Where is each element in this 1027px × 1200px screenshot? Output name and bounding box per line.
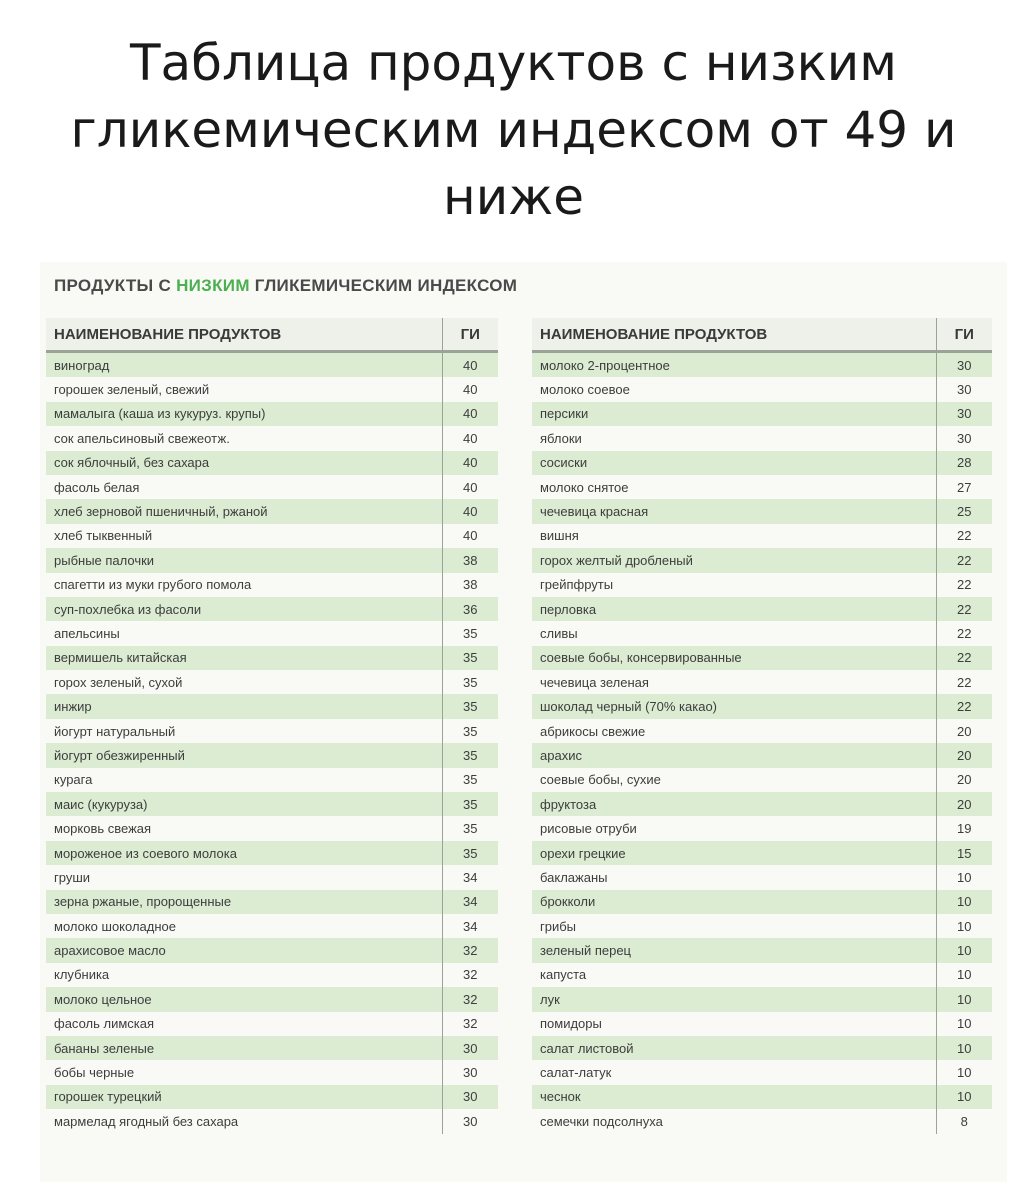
scanned-table-panel: [40, 262, 1007, 1182]
table-row: [532, 816, 992, 840]
product-name: капуста: [540, 967, 587, 983]
table-row: [532, 402, 992, 426]
table-row: [46, 963, 498, 987]
table-row: [532, 1085, 992, 1109]
gi-value: 35: [442, 646, 498, 670]
gi-value: 30: [936, 426, 992, 450]
gi-value: 40: [442, 426, 498, 450]
product-name: салат-латук: [540, 1065, 612, 1081]
gi-value: 40: [442, 402, 498, 426]
product-name: рисовые отруби: [540, 821, 637, 837]
table-caption: [54, 276, 517, 296]
gi-value: 36: [442, 597, 498, 621]
table-row: [46, 1060, 498, 1084]
headline-line-3: ниже: [443, 168, 584, 226]
product-name: помидоры: [540, 1016, 602, 1032]
gi-value: 38: [442, 573, 498, 597]
gi-value: 35: [442, 694, 498, 718]
product-name: лук: [540, 991, 560, 1007]
gi-value: 40: [442, 499, 498, 523]
table-row: [532, 548, 992, 572]
gi-value: 10: [936, 890, 992, 914]
table-row: [532, 963, 992, 987]
header-product-name: НАИМЕНОВАНИЕ ПРОДУКТОВ: [46, 318, 442, 352]
table-row: [532, 426, 992, 450]
table-row: [46, 499, 498, 523]
product-name: сливы: [540, 625, 578, 641]
gi-value: 30: [936, 402, 992, 426]
gi-value: 34: [442, 865, 498, 889]
gi-value: 40: [442, 451, 498, 475]
headline-line-1: Таблица продуктов с низким: [129, 34, 898, 92]
table-row: [46, 451, 498, 475]
gi-value: 25: [936, 499, 992, 523]
product-name: хлеб зерновой пшеничный, ржаной: [54, 504, 268, 520]
gi-value: 40: [442, 377, 498, 401]
table-row: [46, 816, 498, 840]
table-row: [46, 402, 498, 426]
table-row: [532, 1060, 992, 1084]
table-row: [46, 914, 498, 938]
gi-value: 30: [442, 1036, 498, 1060]
product-name: мамалыга (каша из кукуруз. крупы): [54, 406, 266, 422]
product-name: мармелад ягодный без сахара: [54, 1113, 239, 1129]
table-row: [46, 1109, 498, 1133]
product-name: клубника: [54, 967, 110, 983]
table-row: [46, 743, 498, 767]
product-name: чечевица зеленая: [540, 674, 649, 690]
gi-value: 10: [936, 1012, 992, 1036]
table-row: [46, 621, 498, 645]
right-gi-table: [532, 318, 992, 1134]
table-row: [46, 841, 498, 865]
product-name: виноград: [54, 357, 110, 373]
table-row: [46, 573, 498, 597]
table-row: [532, 621, 992, 645]
product-name: абрикосы свежие: [540, 723, 646, 739]
product-name: спагетти из муки грубого помола: [54, 577, 252, 593]
product-name: горошек зеленый, свежий: [54, 382, 210, 398]
gi-value: 10: [936, 1036, 992, 1060]
gi-value: 35: [442, 621, 498, 645]
product-name: хлеб тыквенный: [54, 528, 153, 544]
table-row: [532, 597, 992, 621]
product-name: фруктоза: [540, 796, 597, 812]
table-row: [532, 670, 992, 694]
gi-value: 22: [936, 573, 992, 597]
gi-value: 10: [936, 987, 992, 1011]
gi-value: 22: [936, 524, 992, 548]
caption-part-2: ГЛИКЕМИЧЕСКИМ ИНДЕКСОМ: [249, 276, 518, 295]
table-row: [532, 890, 992, 914]
product-name: перловка: [540, 601, 597, 617]
table-row: [532, 1036, 992, 1060]
gi-value: 32: [442, 987, 498, 1011]
table-row: [532, 524, 992, 548]
table-row: [46, 1085, 498, 1109]
product-name: морковь свежая: [54, 821, 152, 837]
caption-part-1: ПРОДУКТЫ С: [54, 276, 177, 295]
product-name: грибы: [540, 918, 577, 934]
gi-value: 35: [442, 792, 498, 816]
table-row: [46, 694, 498, 718]
table-row: [532, 914, 992, 938]
table-row: [46, 548, 498, 572]
product-name: горошек турецкий: [54, 1089, 162, 1105]
product-name: зерна ржаные, пророщенные: [54, 894, 232, 910]
product-name: груши: [54, 869, 91, 885]
table-row: [532, 377, 992, 401]
table-row: [532, 1012, 992, 1036]
gi-value: 30: [442, 1109, 498, 1133]
product-name: бобы черные: [54, 1065, 135, 1081]
product-name: сок апельсиновый свежеотж.: [54, 430, 230, 446]
gi-value: 34: [442, 890, 498, 914]
table-row: [46, 1036, 498, 1060]
gi-value: 20: [936, 719, 992, 743]
product-name: йогурт обезжиренный: [54, 747, 185, 763]
product-name: молоко 2-процентное: [540, 357, 670, 373]
product-name: орехи грецкие: [540, 845, 626, 861]
product-name: семечки подсолнуха: [540, 1113, 663, 1129]
table-row: [532, 499, 992, 523]
product-name: молоко шоколадное: [54, 918, 176, 934]
gi-value: 30: [442, 1085, 498, 1109]
table-row: [532, 743, 992, 767]
table-row: [532, 841, 992, 865]
table-row: [46, 719, 498, 743]
left-table-body: [46, 352, 498, 1134]
table-row: [46, 352, 498, 378]
gi-value: 22: [936, 548, 992, 572]
product-name: молоко соевое: [540, 382, 630, 398]
gi-value: 35: [442, 816, 498, 840]
table-row: [532, 865, 992, 889]
product-name: апельсины: [54, 625, 120, 641]
gi-value: 40: [442, 352, 498, 378]
product-name: грейпфруты: [540, 577, 614, 593]
gi-value: 40: [442, 524, 498, 548]
product-name: фасоль белая: [54, 479, 140, 495]
table-row: [46, 597, 498, 621]
product-name: шоколад черный (70% какао): [540, 699, 718, 715]
gi-value: 10: [936, 865, 992, 889]
product-name: яблоки: [540, 430, 582, 446]
gi-value: 38: [442, 548, 498, 572]
product-name: брокколи: [540, 894, 596, 910]
product-name: вишня: [540, 528, 579, 544]
product-name: инжир: [54, 699, 92, 715]
right-table-body: [532, 352, 992, 1134]
product-name: арахис: [540, 747, 582, 763]
table-row: [532, 987, 992, 1011]
gi-value: 40: [442, 475, 498, 499]
gi-value: 22: [936, 621, 992, 645]
headline-line-2: гликемическим индексом от 49 и: [70, 101, 957, 159]
gi-value: 10: [936, 1085, 992, 1109]
table-row: [532, 768, 992, 792]
product-name: персики: [540, 406, 589, 422]
table-row: [46, 938, 498, 962]
table-row: [532, 451, 992, 475]
gi-value: 10: [936, 938, 992, 962]
product-name: сок яблочный, без сахара: [54, 455, 210, 471]
caption-accent-word: НИЗКИМ: [176, 276, 250, 295]
gi-value: 35: [442, 719, 498, 743]
left-gi-table: [46, 318, 498, 1134]
product-name: фасоль лимская: [54, 1016, 155, 1032]
page-headline: [0, 30, 1027, 231]
product-name: вермишель китайская: [54, 650, 187, 666]
table-row: [46, 768, 498, 792]
table-row: [532, 719, 992, 743]
left-table-header: [46, 318, 498, 352]
table-row: [46, 865, 498, 889]
gi-value: 35: [442, 768, 498, 792]
product-name: соевые бобы, консервированные: [540, 650, 742, 666]
gi-value: 22: [936, 646, 992, 670]
table-row: [532, 694, 992, 718]
gi-value: 19: [936, 816, 992, 840]
gi-value: 22: [936, 597, 992, 621]
header-product-name: НАИМЕНОВАНИЕ ПРОДУКТОВ: [532, 318, 936, 352]
right-table-header: [532, 318, 992, 352]
product-name: молоко цельное: [54, 991, 152, 1007]
gi-value: 20: [936, 768, 992, 792]
gi-value: 32: [442, 963, 498, 987]
gi-value: 20: [936, 743, 992, 767]
table-row: [46, 475, 498, 499]
table-row: [532, 573, 992, 597]
table-row: [46, 792, 498, 816]
gi-value: 20: [936, 792, 992, 816]
gi-value: 35: [442, 841, 498, 865]
gi-value: 8: [936, 1109, 992, 1133]
product-name: горох желтый дробленый: [540, 552, 693, 568]
header-gi: ГИ: [936, 318, 992, 352]
header-gi: ГИ: [442, 318, 498, 352]
gi-value: 30: [936, 352, 992, 378]
product-name: баклажаны: [540, 869, 608, 885]
gi-value: 15: [936, 841, 992, 865]
gi-value: 32: [442, 1012, 498, 1036]
product-name: салат листовой: [540, 1040, 634, 1056]
product-name: курага: [54, 772, 93, 788]
gi-value: 35: [442, 670, 498, 694]
table-row: [532, 938, 992, 962]
product-name: зеленый перец: [540, 943, 631, 959]
gi-value: 28: [936, 451, 992, 475]
product-name: горох зеленый, сухой: [54, 674, 183, 690]
product-name: йогурт натуральный: [54, 723, 176, 739]
table-row: [46, 646, 498, 670]
product-name: соевые бобы, сухие: [540, 772, 661, 788]
table-row: [46, 377, 498, 401]
table-row: [46, 426, 498, 450]
product-name: мороженое из соевого молока: [54, 845, 237, 861]
product-name: чечевица красная: [540, 504, 649, 520]
gi-value: 30: [442, 1060, 498, 1084]
product-name: рыбные палочки: [54, 552, 155, 568]
gi-value: 34: [442, 914, 498, 938]
gi-value: 35: [442, 743, 498, 767]
gi-value: 32: [442, 938, 498, 962]
table-row: [532, 646, 992, 670]
table-row: [532, 352, 992, 378]
gi-value: 27: [936, 475, 992, 499]
product-name: молоко снятое: [540, 479, 629, 495]
gi-value: 30: [936, 377, 992, 401]
product-name: суп-похлебка из фасоли: [54, 601, 202, 617]
table-row: [46, 524, 498, 548]
gi-value: 10: [936, 963, 992, 987]
table-row: [46, 890, 498, 914]
product-name: бананы зеленые: [54, 1040, 155, 1056]
product-name: арахисовое масло: [54, 943, 166, 959]
table-row: [46, 987, 498, 1011]
product-name: сосиски: [540, 455, 588, 471]
gi-value: 22: [936, 670, 992, 694]
gi-value: 10: [936, 914, 992, 938]
table-row: [532, 1109, 992, 1133]
product-name: маис (кукуруза): [54, 796, 148, 812]
table-row: [46, 670, 498, 694]
product-name: чеснок: [540, 1089, 581, 1105]
table-row: [532, 475, 992, 499]
gi-value: 10: [936, 1060, 992, 1084]
gi-value: 22: [936, 694, 992, 718]
table-row: [46, 1012, 498, 1036]
table-row: [532, 792, 992, 816]
